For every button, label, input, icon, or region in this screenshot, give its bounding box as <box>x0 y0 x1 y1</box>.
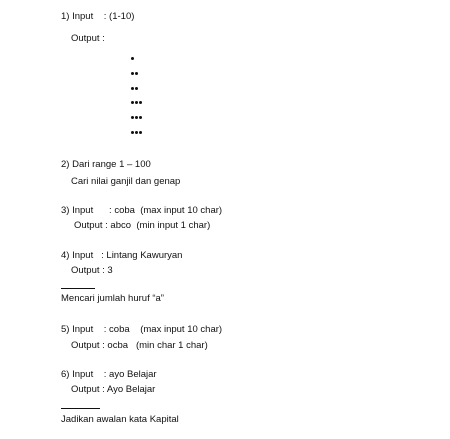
star-icon <box>131 116 134 119</box>
star-row-1 <box>131 57 134 60</box>
star-icon <box>131 101 134 104</box>
star-icon <box>135 87 138 90</box>
q4-note: Mencari jumlah huruf “a” <box>61 293 164 304</box>
q4-divider <box>61 288 95 289</box>
q6-input: 6) Input : ayo Belajar <box>61 369 157 380</box>
star-row-5 <box>131 116 142 119</box>
q6-output: Output : Ayo Belajar <box>71 384 156 395</box>
q6-note: Jadikan awalan kata Kapital <box>61 414 179 425</box>
q5-input: 5) Input : coba (max input 10 char) <box>61 324 223 335</box>
q1-input: 1) Input : (1-10) <box>61 11 135 22</box>
star-icon <box>139 116 142 119</box>
q3-input: 3) Input : coba (max input 10 char) <box>61 205 223 216</box>
q2-line1: 2) Dari range 1 – 100 <box>61 159 151 170</box>
star-row-6 <box>131 131 142 134</box>
q2-line2: Cari nilai ganjil dan genap <box>71 176 181 187</box>
star-icon <box>135 72 138 75</box>
q3-output: Output : abco (min input 1 char) <box>74 220 211 231</box>
star-icon <box>135 116 138 119</box>
star-icon <box>131 57 134 60</box>
q4-output: Output : 3 <box>71 265 113 276</box>
star-icon <box>135 101 138 104</box>
q6-divider <box>61 408 100 409</box>
q1-output-label: Output : <box>71 33 105 44</box>
star-icon <box>135 131 138 134</box>
star-icon <box>131 72 134 75</box>
q5-output: Output : ocba (min char 1 char) <box>71 340 208 351</box>
star-row-2 <box>131 72 138 75</box>
star-icon <box>131 131 134 134</box>
star-row-3 <box>131 87 138 90</box>
star-icon <box>139 101 142 104</box>
star-icon <box>139 131 142 134</box>
star-icon <box>131 87 134 90</box>
q4-input: 4) Input : Lintang Kawuryan <box>61 250 183 261</box>
star-row-4 <box>131 101 142 104</box>
